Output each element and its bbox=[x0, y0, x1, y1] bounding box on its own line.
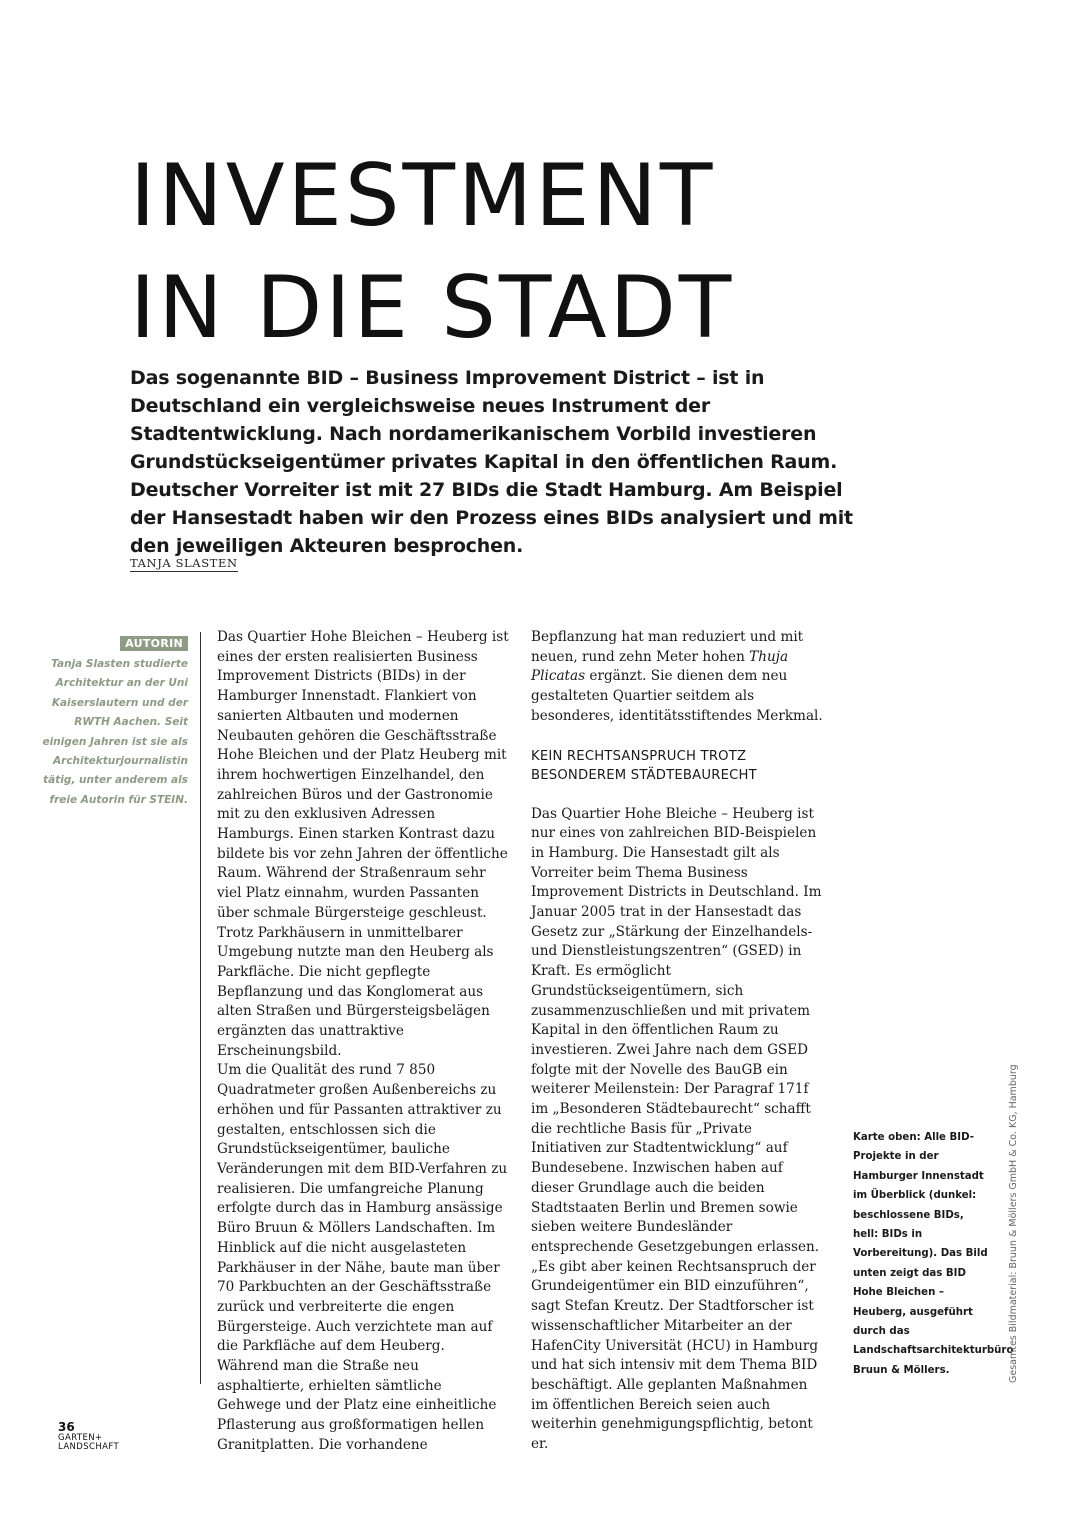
body-column-2 bbox=[531, 628, 823, 1455]
body-column-1 bbox=[217, 628, 509, 1456]
lead-paragraph: Das sogenannte BID – Business Improvement District – ist in Deutschland ein vergleichsweise neues Instrument der Stadtentwicklung. Nach nordamerikanischem Vorbild investieren Grundstückseigentümer privates Kapital in den öffentlichen Raum. Deutscher Vorreiter ist mit 27 BIDs die Stadt Hamburg. Am Beispiel der Hansestadt haben wir den Prozess eines BIDs analysiert und mit den jeweiligen Akteuren besprochen. bbox=[130, 367, 853, 557]
body-paragraph: Das Quartier Hohe Bleiche – Heuberg ist nur eines von zahlreichen BID-Beispielen in Hamburg. Die Hansestadt gilt als Vorreiter beim Thema Business Improvement Districts in Deutschland. Im Januar 2005 trat in der Hansestadt das Gesetz zur „Stärkung der Einzelhandels- und Dienstleistungszentren“ (GSED) in Kraft. Es ermöglicht Grundstückseigentümern, sich zusammenzuschließen und mit privatem Kapital in den öffentlichen Raum zu investieren. Zwei Jahre nach dem GSED folgte mit der Novelle des BauGB ein weiterer Meilenstein: Der Paragraf 171f im „Besonderen Städtebaurecht“ schafft die rechtliche Basis für „Private Initiativen zur Stadtentwicklung“ auf Bundesebene. Inzwischen haben auf dieser Grundlage auch die beiden Stadtstaaten Berlin und Bremen sowie sieben weitere Bundesländer entsprechende Gesetzgebungen erlassen. „Es gibt aber keinen Rechtsanspruch der Grundeigentümer ein BID einzuführen“, sagt Stefan Kreutz. Der Stadtforscher ist wissenschaftlicher Mitarbeiter an der HafenCity Universität (HCU) in Hamburg und hat sich intensiv mit dem Thema BID beschäftigt. Alle geplanten Maßnahmen im öffentlichen Bereich seien auch weiterhin genehmigungspflichtig, betont er. bbox=[531, 805, 822, 1453]
page-footer bbox=[58, 1420, 119, 1452]
body-paragraph: Um die Qualität des rund 7 850 Quadratmeter großen Außenbereichs zu erhöhen und für Passanten attraktiver zu gestalten, entschlossen sich die Grundstückseigentümer, bauliche Veränderungen mit dem BID-Verfahren zu realisieren. Die umfangreiche Planung erfolgte durch das in Hamburg ansässige Büro Bruun & Möllers Landschaften. Im Hinblick auf die nicht ausgelasteten Parkhäuser in der Nähe, baute man über 70 Parkbuchten an der Geschäftsstraße zurück und verbreiterte die engen Bürgersteige. Auch verzichtete man auf die Parkfläche auf dem Heuberg. Während man die Straße neu asphaltierte, erhielten sämtliche Gehwege und der Platz eine einheitliche Pflasterung aus großformatigen hellen Granitplatten. Die vorhandene bbox=[217, 1062, 508, 1453]
body-text: Bepflanzung hat man reduziert und mit neuen, rund zehn Meter hohen bbox=[531, 629, 804, 665]
author-tag: AUTORIN bbox=[120, 636, 188, 651]
body-paragraph: Das Quartier Hohe Bleichen – Heuberg ist eines der ersten realisierten Business Improvement Districts (BIDs) in der Hamburger Innenstadt. Flankiert von sanierten Altbauten und modernen Neubauten gehören die Geschäftsstraße Hohe Bleichen und der Platz Heuberg mit ihrem hochwertigen Einzelhandel, den zahlreichen Büros und der Gastronomie mit zu den exklusiven Adressen Hamburgs. Einen starken Kontrast dazu bildete bis vor zehn Jahren der öffentliche Raum. Während der Straßenraum sehr viel Platz einnahm, wurden Passanten über schmale Bürgersteige geschleust. Trotz Parkhäusern in unmittelbarer Umgebung nutzte man den Heuberg als Parkfläche. Die nicht gepflegte Bepflanzung und das Konglomerat aus alten Straßen und Bürgersteigsbelägen ergänzten das unattraktive Erscheinungsbild. bbox=[217, 629, 509, 1059]
section-subhead: KEIN RECHTSANSPRUCH TROTZ BESONDEREM STÄDTEBAURECHT bbox=[531, 748, 757, 783]
body-paragraph bbox=[531, 628, 823, 727]
page-number: 36 bbox=[58, 1420, 75, 1434]
column-divider bbox=[200, 632, 201, 1384]
author-byline: TANJA SLASTEN bbox=[130, 556, 238, 570]
plant-name: Thuja Plicatas bbox=[531, 648, 789, 685]
title-line-2: IN DIE STADT bbox=[130, 258, 735, 358]
author-sidebar bbox=[40, 632, 188, 810]
magazine-name-line-2: LANDSCHAFT bbox=[58, 1442, 120, 1452]
magazine-name-line-1: GARTEN+ bbox=[58, 1433, 103, 1443]
magazine-name bbox=[58, 1434, 119, 1452]
image-caption: Karte oben: Alle BID-Projekte in der Hamburger Innenstadt im Überblick (dunkel: beschlossene BIDs, hell: BIDs in Vorbereitung). Das Bild unten zeigt das BID Hohe Bleichen – Heuberg, ausgeführt durch das Landschaftsarchitekturbüro Bruun & Möllers. bbox=[853, 1132, 1014, 1376]
photo-credit: Gesamtes Bildmaterial: Bruun & Möllers GmbH & Co. KG, Hamburg bbox=[1008, 1064, 1019, 1383]
body-text: ergänzt. Sie dienen dem neu gestalteten Quartier seitdem als besonderes, identitätsstiftendes Merkmal. bbox=[531, 668, 823, 724]
article-title bbox=[130, 140, 1030, 364]
author-bio: Tanja Slasten studierte Architektur an der Uni Kaiserslautern und der RWTH Aachen. Seit einigen Jahren ist sie als Architekturjournalistin tätig, unter anderem als freie Autorin für STEIN. bbox=[42, 658, 188, 806]
title-line-1: INVESTMENT bbox=[130, 146, 716, 246]
